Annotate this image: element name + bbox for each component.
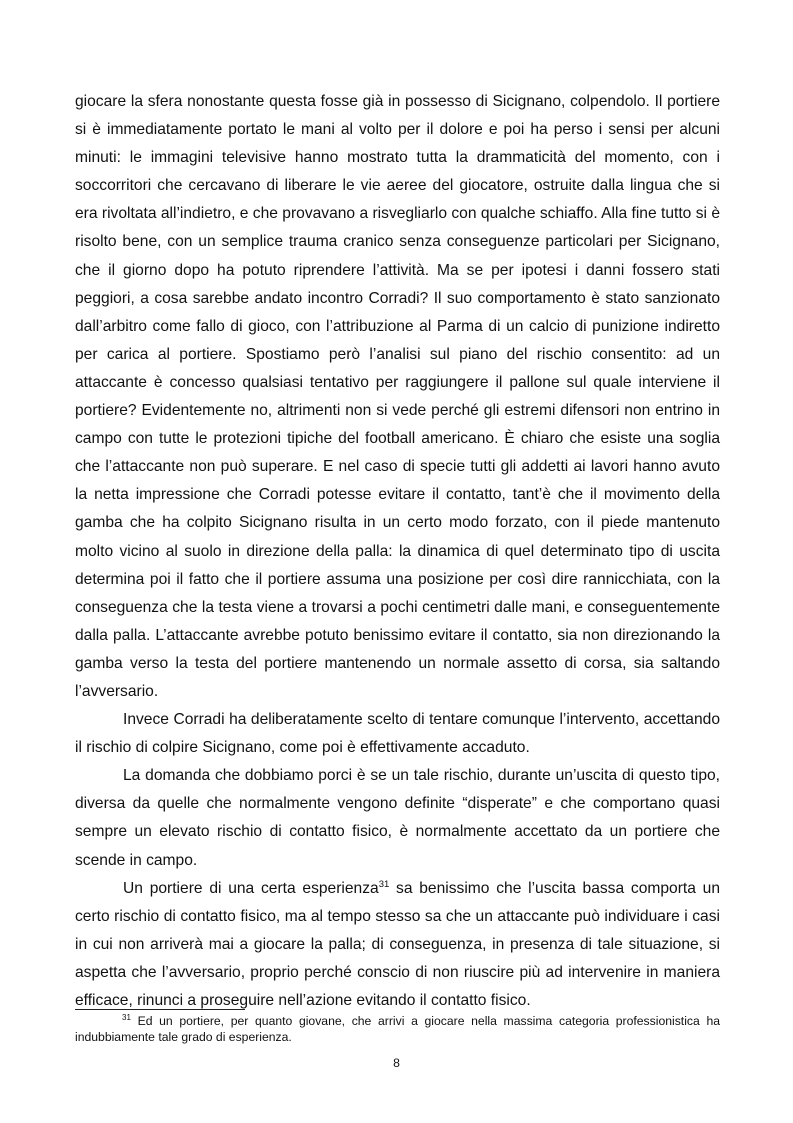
paragraph-4 — [75, 875, 720, 1015]
document-body — [75, 88, 720, 1015]
page-number: 8 — [393, 1056, 400, 1070]
paragraph-4-text-after-ref: sa benissimo che l’uscita bassa comporta un certo rischio di contatto fisico, ma al tempo stesso sa che un attaccante può individuare i casi in cui non arriverà mai a giocare la palla; di conseguenza, in presenza di tale situazione, si aspetta che l’avversario, proprio perché conscio di non riuscire più ad intervenire in maniera efficace, rinunci a proseguire nell’azione evitando il contatto fisico. — [75, 879, 721, 1009]
footnote-number: 31 — [122, 1013, 131, 1022]
paragraph-1: giocare la sfera nonostante questa fosse già in possesso di Sicignano, colpendolo. Il portiere si è immediatamente portato le mani al volto per il dolore e poi ha perso i sensi per alcuni minuti: le immagini televisive hanno mostrato tutta la drammaticità del momento, con i soccorritori che cercavano di liberare le vie aeree del giocatore, ostruite dalla lingua che si era rivoltata all’indietro, e che provavano a risvegliarlo con qualche schiaffo. Alla fine tutto si è risolto bene, con un semplice trauma cranico senza conseguenze particolari per Sicignano, che il giorno dopo ha potuto riprendere l’attività. Ma se per ipotesi i danni fossero stati peggiori, a cosa sarebbe andato incontro Corradi? Il suo comportamento è stato sanzionato dall’arbitro come fallo di gioco, con l’attribuzione al Parma di un calcio di punizione indiretto per carica al portiere. Spostiamo però l’analisi sul piano del rischio consentito: ad un attaccante è concesso qualsiasi tentativo per raggiungere il pallone sul quale interviene il portiere? Evidentemente no, altrimenti non si vede perché gli estremi difensori non entrino in campo con tutte le protezioni tipiche del football americano. È chiaro che esiste una soglia che l’attaccante non può superare. E nel caso di specie tutti gli addetti ai lavori hanno avuto la netta impressione che Corradi potesse evitare il contatto, tant’è che il movimento della gamba che ha colpito Sicignano risulta in un certo modo forzato, con il piede mantenuto molto vicino al suolo in direzione della palla: la dinamica di quel determinato tipo di uscita determina poi il fatto che il portiere assuma una posizione per così dire rannicchiata, con la conseguenza che la testa viene a trovarsi a pochi centimetri dalle mani, e conseguentemente dalla palla. L’attaccante avrebbe potuto benissimo evitare il contatto, sia non direzionando la gamba verso la testa del portiere mantenendo un normale assetto di corsa, sia saltando l’avversario. — [75, 93, 720, 700]
paragraph-3: La domanda che dobbiamo porci è se un tale rischio, durante un’uscita di questo tipo, diversa da quelle che normalmente vengono definite “disperate” e che comportano quasi sempre un elevato rischio di contatto fisico, è normalmente accettato da un portiere che scende in campo. — [75, 767, 720, 869]
footnote-separator — [75, 1009, 245, 1010]
footnote-text: Ed un portiere, per quanto giovane, che arrivi a giocare nella massima categoria professionistica ha indubbiamente tale grado di esperienza. — [75, 1014, 720, 1044]
footnote-reference[interactable]: 31 — [378, 878, 390, 890]
paragraph-4-text-before-ref: Un portiere di una certa esperienza — [123, 879, 379, 897]
footnote — [75, 1014, 720, 1045]
paragraph-2: Invece Corradi ha deliberatamente scelto di tentare comunque l’intervento, accettando il rischio di colpire Sicignano, come poi è effettivamente accaduto. — [75, 711, 720, 757]
